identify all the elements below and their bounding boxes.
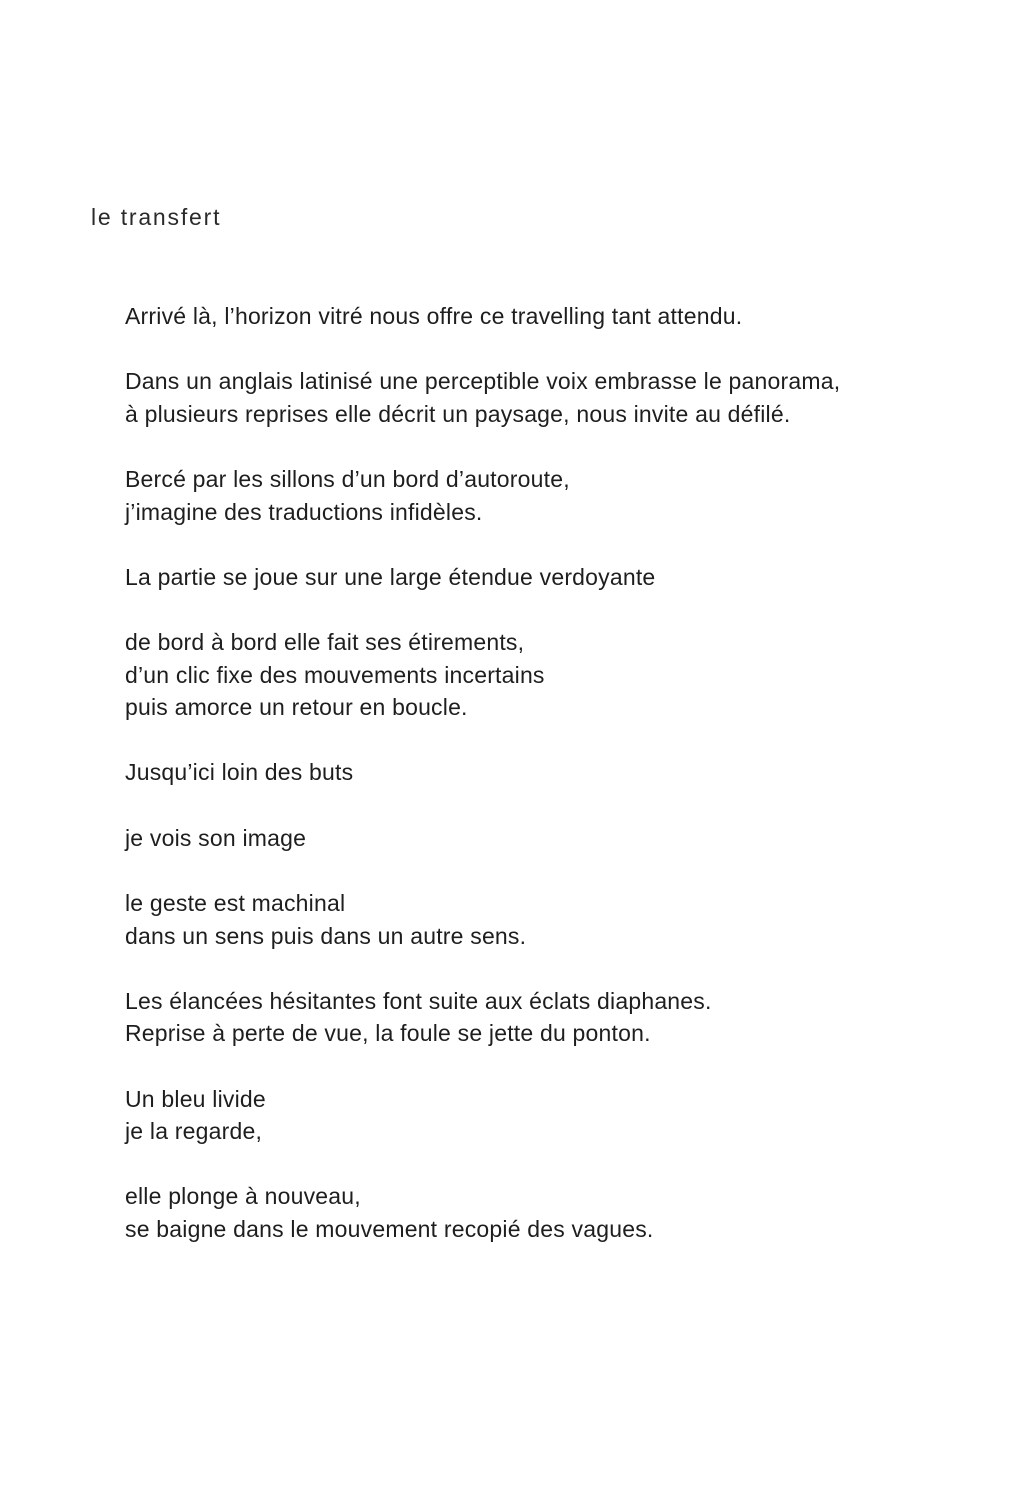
poem-line: Les élancées hésitantes font suite aux éclats diaphanes. (125, 987, 712, 1014)
stanza (125, 756, 1005, 789)
poem-line: La partie se joue sur une large étendue verdoyante (125, 563, 656, 590)
poem-line: se baigne dans le mouvement recopié des vagues. (125, 1215, 654, 1242)
stanza (125, 1083, 1005, 1148)
poem-line: Reprise à perte de vue, la foule se jette du ponton. (125, 1020, 651, 1047)
stanza (125, 887, 1005, 952)
stanza (125, 626, 1005, 724)
poem-line: elle plonge à nouveau, (125, 1183, 361, 1210)
poem-line: Un bleu livide (125, 1085, 266, 1112)
stanza (125, 822, 1005, 855)
poem-line: Jusqu’ici loin des buts (125, 759, 354, 786)
poem-line: je vois son image (125, 824, 307, 851)
stanza (125, 300, 1005, 333)
poem-line: à plusieurs reprises elle décrit un paysage, nous invite au défilé. (125, 400, 791, 427)
stanza (125, 985, 1005, 1050)
poem-body (125, 300, 1005, 1245)
poem-line: je la regarde, (125, 1118, 263, 1145)
poem-line: j’imagine des traductions infidèles. (125, 498, 483, 525)
stanza (125, 561, 1005, 594)
page-title: le transfert (91, 204, 222, 230)
stanza (125, 1180, 1005, 1245)
poem-line: de bord à bord elle fait ses étirements, (125, 629, 525, 656)
poem-line: le geste est machinal (125, 890, 346, 917)
poem-line: dans un sens puis dans un autre sens. (125, 922, 527, 949)
poem-line: puis amorce un retour en boucle. (125, 694, 468, 721)
stanza (125, 463, 1005, 528)
poem-line: Dans un anglais latinisé une perceptible voix embrasse le panorama, (125, 368, 841, 395)
poem-line: Bercé par les sillons d’un bord d’autoroute, (125, 466, 570, 493)
poem-line: d’un clic fixe des mouvements incertains (125, 661, 545, 688)
poem-line: Arrivé là, l’horizon vitré nous offre ce travelling tant attendu. (125, 303, 743, 329)
stanza (125, 365, 1005, 430)
